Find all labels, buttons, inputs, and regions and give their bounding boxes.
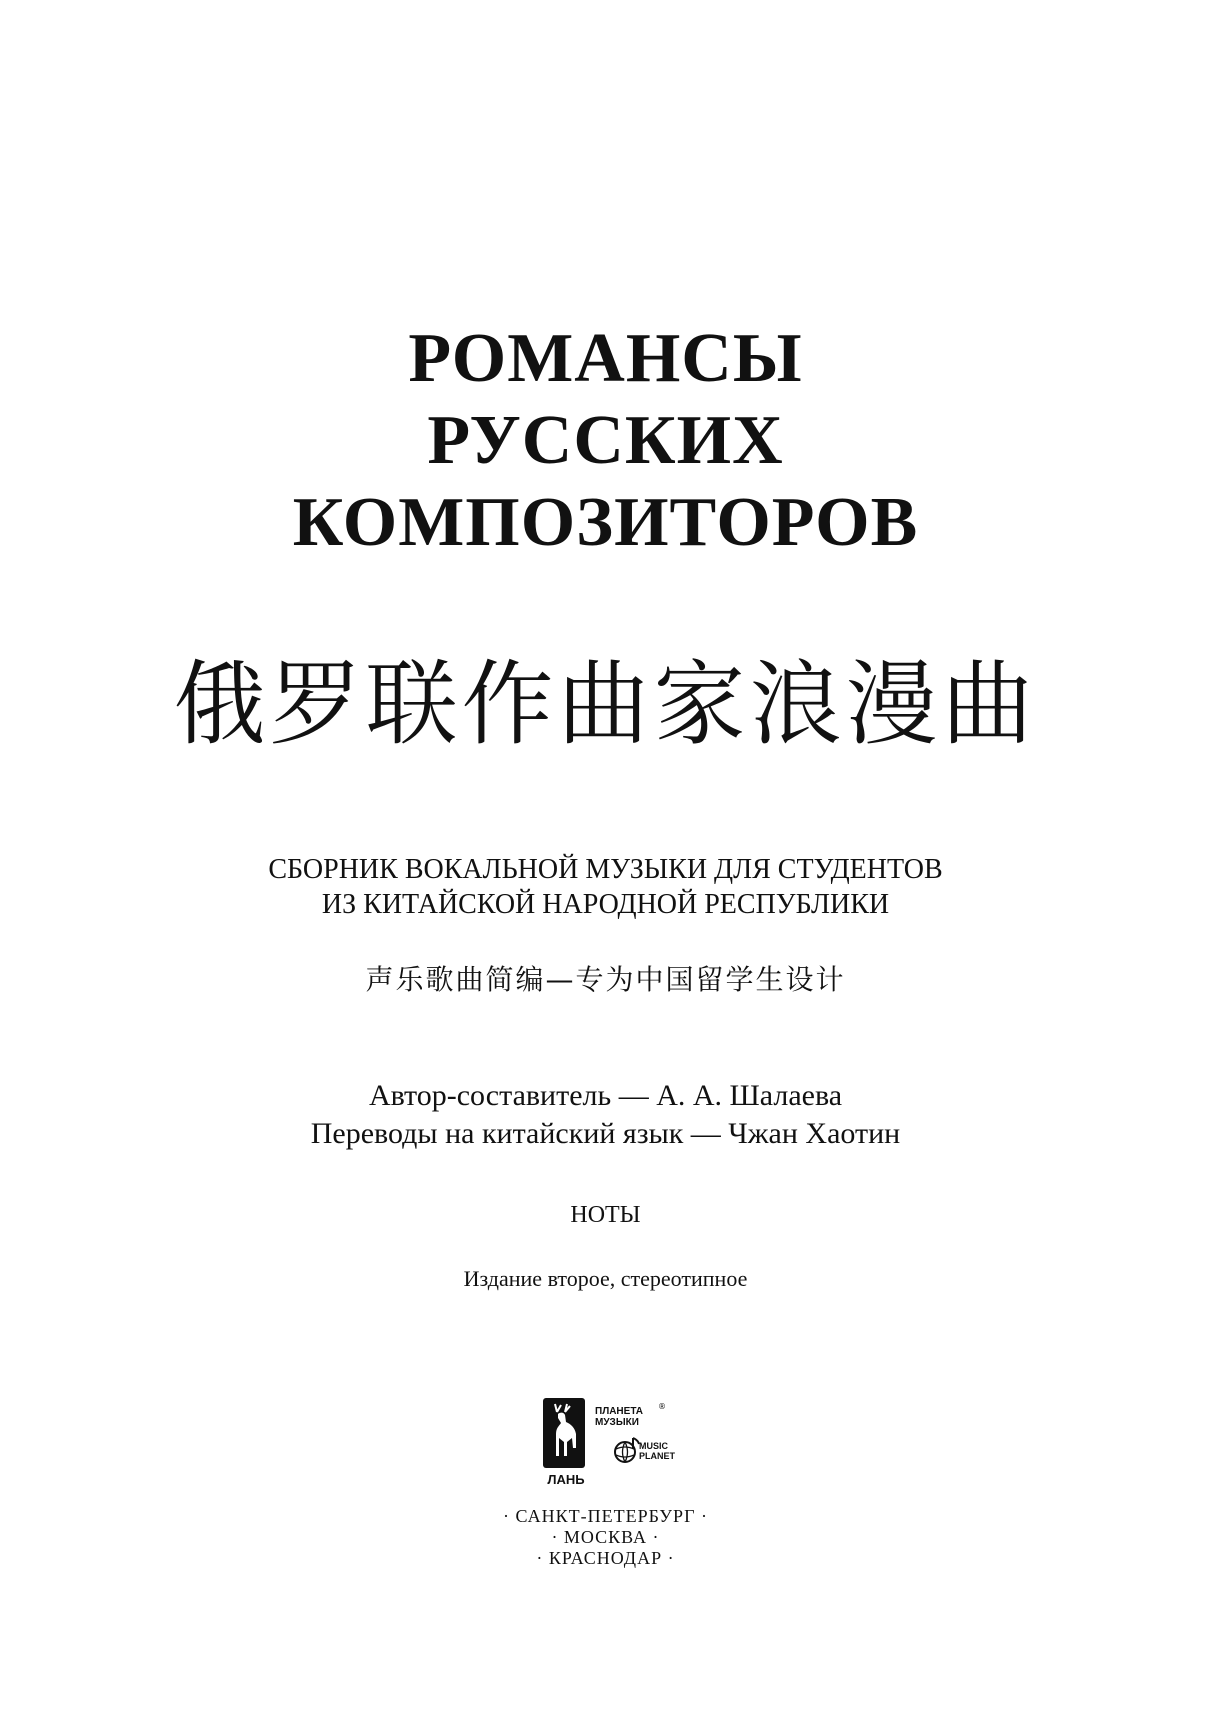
title-line-3: КОМПОЗИТОРОВ (292, 484, 919, 561)
notes-label: НОТЫ (570, 1202, 641, 1228)
book-title-chinese: 俄罗联作曲家浪漫曲 (173, 651, 1038, 758)
city-saint-petersburg: · САНКТ-ПЕТЕРБУРГ · (503, 1506, 708, 1526)
city-krasnodar: · КРАСНОДАР · (536, 1548, 675, 1568)
credit-translator: Переводы на китайский язык — Чжан Хаотин (310, 1117, 901, 1150)
title-line-2: РУССКИХ (427, 402, 784, 479)
deer-icon (543, 1398, 585, 1468)
edition-note: Издание второе, стереотипное (463, 1266, 748, 1291)
registered-mark: ® (658, 1402, 666, 1411)
lan-wordmark: ЛАНЬ (547, 1472, 585, 1487)
subtitle-chinese: 声乐歌曲简编—专为中国留学生设计 (365, 963, 846, 996)
subtitle-line-1: СБОРНИК ВОКАЛЬНОЙ МУЗЫКИ ДЛЯ СТУДЕНТОВ (268, 854, 943, 885)
publisher-logo (0, 1398, 1211, 1492)
planet-russian-label: ПЛАНЕТА МУЗЫКИ (595, 1406, 644, 1428)
subtitle-russian (0, 852, 1211, 922)
book-title-russian (0, 318, 1211, 564)
title-line-1: РОМАНСЫ (408, 320, 803, 397)
lan-logo (543, 1398, 589, 1492)
planet-english-label: MUSIC PLANET (639, 1441, 675, 1461)
subtitle-line-2: ИЗ КИТАЙСКОЙ НАРОДНОЙ РЕСПУБЛИКИ (321, 889, 890, 920)
publisher-cities (0, 1506, 1211, 1569)
city-moscow: · МОСКВА · (551, 1527, 660, 1547)
credits (0, 1077, 1211, 1153)
music-planet-logo (595, 1402, 675, 1476)
credit-author: Автор-составитель — А. А. Шалаева (368, 1079, 843, 1112)
globe-note-icon (613, 1436, 641, 1464)
